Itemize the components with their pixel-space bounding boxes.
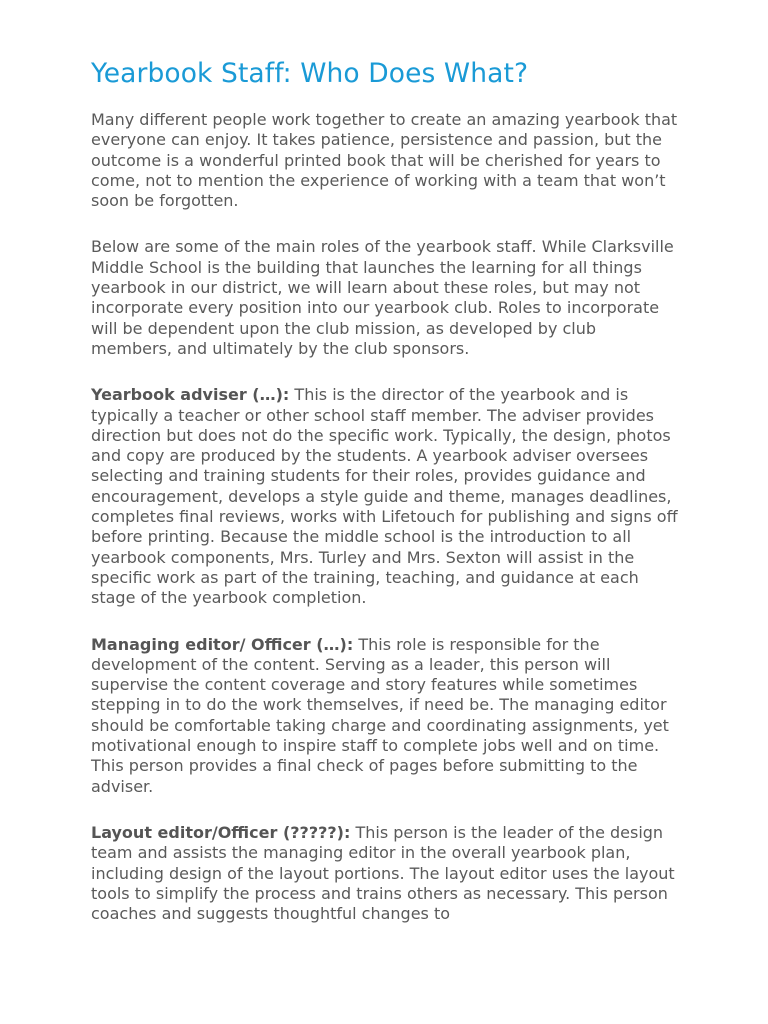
managing-editor-paragraph [91, 635, 681, 797]
intro-paragraph [91, 110, 681, 211]
paragraph-text: Many different people work together to create an amazing yearbook that everyone can enjoy. It takes patience, persistence and passion, but the outcome is a wonderful printed book that will be cherished for years to come, not to mention the experience of working with a team that won’t soon be forgotten. [91, 110, 678, 211]
paragraph-text: This is the director of the yearbook and is typically a teacher or other school staff member. The adviser provides direction but does not do the specific work. Typically, the design, photos and copy are produced by the students. A yearbook adviser oversees selecting and training students for their roles, provides guidance and encouragement, develops a style guide and theme, manages deadlines, completes final reviews, works with Lifetouch for publishing and signs off before printing. Because the middle school is the introduction to all yearbook components, Mrs. Turley and Mrs. Sexton will assist in the specific work as part of the training, teaching, and guidance at each stage of the yearbook completion. [91, 385, 678, 608]
layout-editor-paragraph [91, 823, 681, 924]
roles-overview-paragraph [91, 237, 681, 359]
paragraph-text: Below are some of the main roles of the yearbook staff. While Clarksville Middle School is the building that launches the learning for all things yearbook in our district, we will learn about these roles, but may not incorporate every position into our yearbook club. Roles to incorporate will be dependent upon the club mission, as developed by club members, and ultimately by the club sponsors. [91, 237, 674, 358]
paragraph-text: This person is the leader of the design team and assists the managing editor in the overall yearbook plan, including design of the layout portions. The layout editor uses the layout tools to simplify the process and trains others as necessary. This person coaches and suggests thoughtful changes to [91, 822, 675, 924]
role-heading: Yearbook adviser (…): [91, 385, 290, 405]
paragraph-text: This role is responsible for the development of the content. Serving as a leader, this person will supervise the content coverage and story features while sometimes stepping in to do the work themselves, if need be. The managing editor should be comfortable taking charge and coordinating assignments, yet motivational enough to inspire staff to complete jobs well and on time. This person provides a final check of pages before submitting to the adviser. [91, 634, 669, 796]
role-heading: Managing editor/ Officer (…): [91, 634, 354, 654]
yearbook-adviser-paragraph [91, 385, 681, 608]
document-page [91, 56, 681, 950]
role-heading: Layout editor/Officer (?????): [91, 822, 351, 842]
page-title: Yearbook Staff: Who Does What? [91, 58, 529, 89]
